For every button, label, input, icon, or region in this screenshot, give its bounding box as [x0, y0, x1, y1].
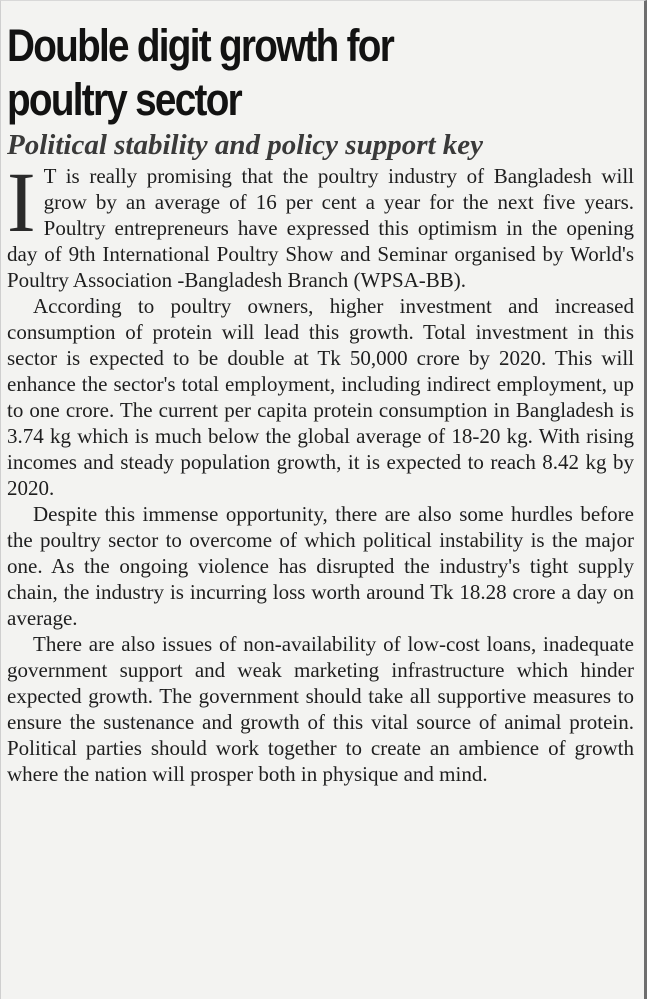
paragraph-1-text: T is really promising that the poultry industry of Bangladesh will grow by an average of 16 per cent a year for the next five years. Poultry entrepreneurs have expressed this optimism in the opening day of 9th International Poultry Show and Seminar organised by World's Poultry Association -Bangladesh Branch (WPSA-BB).	[7, 164, 634, 292]
paragraph-4: There are also issues of non-availability of low-cost loans, inadequate government support and weak marketing infrastructure which hinder expected growth. The government should take all supportive measures to ensure the sustenance and growth of this vital source of animal protein. Political parties should work together to create an ambience of growth where the nation will prosper both in physique and mind.	[7, 632, 634, 786]
headline-line-2: poultry sector	[7, 74, 241, 125]
paragraph-3: Despite this immense opportunity, there are also some hurdles before the poultry sector to overcome of which political instability is the major one. As the ongoing violence has disrupted the industry's tight supply chain, the industry is incurring loss worth around Tk 18.28 crore a day on average.	[7, 502, 634, 630]
article-body	[7, 154, 634, 787]
paragraph-1	[7, 154, 634, 293]
headline	[7, 19, 557, 127]
headline-line-1: Double digit growth for	[7, 20, 394, 71]
drop-cap: I	[7, 154, 36, 250]
paragraph-2: According to poultry owners, higher investment and increased consumption of protein will lead this growth. Total investment in this sector is expected to be double at Tk 50,000 crore by 2020. This will enhance the sector's total employment, including indirect employment, up to one crore. The current per capita protein consumption in Bangladesh is 3.74 kg which is much below the global average of 18-20 kg. With rising incomes and steady population growth, it is expected to reach 8.42 kg by 2020.	[7, 294, 634, 500]
subheadline: Political stability and policy support key	[7, 129, 484, 161]
